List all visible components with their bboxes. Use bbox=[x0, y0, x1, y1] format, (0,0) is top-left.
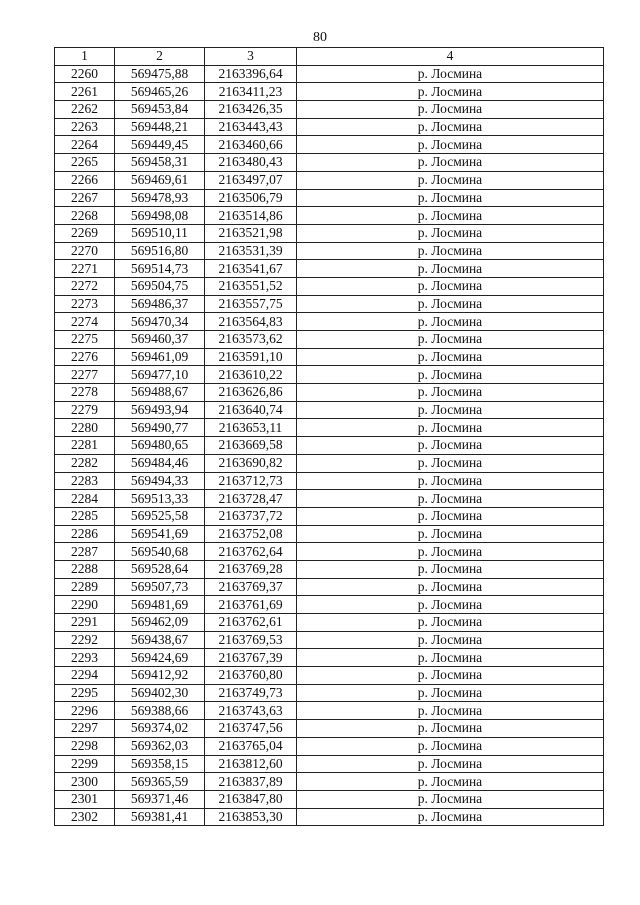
point-number-cell: 2297 bbox=[55, 720, 115, 738]
y-coordinate-cell: 2163690,82 bbox=[205, 454, 297, 472]
table-row bbox=[55, 101, 604, 119]
description-cell: р. Лосмина bbox=[297, 560, 604, 578]
x-coordinate-cell: 569493,94 bbox=[115, 401, 205, 419]
y-coordinate-cell: 2163480,43 bbox=[205, 154, 297, 172]
y-coordinate-cell: 2163712,73 bbox=[205, 472, 297, 490]
description-cell: р. Лосмина bbox=[297, 171, 604, 189]
x-coordinate-cell: 569475,88 bbox=[115, 65, 205, 83]
table-row bbox=[55, 384, 604, 402]
x-coordinate-cell: 569498,08 bbox=[115, 207, 205, 225]
x-coordinate-cell: 569541,69 bbox=[115, 525, 205, 543]
x-coordinate-cell: 569449,45 bbox=[115, 136, 205, 154]
description-cell: р. Лосмина bbox=[297, 773, 604, 791]
point-number-cell: 2279 bbox=[55, 401, 115, 419]
table-row bbox=[55, 737, 604, 755]
x-coordinate-cell: 569513,33 bbox=[115, 490, 205, 508]
x-coordinate-cell: 569525,58 bbox=[115, 507, 205, 525]
x-coordinate-cell: 569465,26 bbox=[115, 83, 205, 101]
x-coordinate-cell: 569453,84 bbox=[115, 101, 205, 119]
y-coordinate-cell: 2163760,80 bbox=[205, 667, 297, 685]
table-row bbox=[55, 295, 604, 313]
x-coordinate-cell: 569480,65 bbox=[115, 437, 205, 455]
table-row bbox=[55, 543, 604, 561]
y-coordinate-cell: 2163610,22 bbox=[205, 366, 297, 384]
table-row bbox=[55, 773, 604, 791]
point-number-cell: 2262 bbox=[55, 101, 115, 119]
description-cell: р. Лосмина bbox=[297, 83, 604, 101]
point-number-cell: 2261 bbox=[55, 83, 115, 101]
description-cell: р. Лосмина bbox=[297, 543, 604, 561]
point-number-cell: 2292 bbox=[55, 631, 115, 649]
y-coordinate-cell: 2163551,52 bbox=[205, 277, 297, 295]
y-coordinate-cell: 2163640,74 bbox=[205, 401, 297, 419]
description-cell: р. Лосмина bbox=[297, 242, 604, 260]
point-number-cell: 2285 bbox=[55, 507, 115, 525]
table-header bbox=[55, 48, 604, 66]
description-cell: р. Лосмина bbox=[297, 224, 604, 242]
table-row bbox=[55, 490, 604, 508]
point-number-cell: 2263 bbox=[55, 118, 115, 136]
table-row bbox=[55, 578, 604, 596]
point-number-cell: 2268 bbox=[55, 207, 115, 225]
table-body bbox=[55, 65, 604, 826]
point-number-cell: 2290 bbox=[55, 596, 115, 614]
point-number-cell: 2302 bbox=[55, 808, 115, 826]
x-coordinate-cell: 569481,69 bbox=[115, 596, 205, 614]
table-row bbox=[55, 790, 604, 808]
y-coordinate-cell: 2163653,11 bbox=[205, 419, 297, 437]
description-cell: р. Лосмина bbox=[297, 313, 604, 331]
table-row bbox=[55, 631, 604, 649]
y-coordinate-cell: 2163769,37 bbox=[205, 578, 297, 596]
description-cell: р. Лосмина bbox=[297, 684, 604, 702]
page-number: 80 bbox=[313, 30, 327, 45]
point-number-cell: 2277 bbox=[55, 366, 115, 384]
y-coordinate-cell: 2163737,72 bbox=[205, 507, 297, 525]
y-coordinate-cell: 2163761,69 bbox=[205, 596, 297, 614]
x-coordinate-cell: 569528,64 bbox=[115, 560, 205, 578]
point-number-cell: 2286 bbox=[55, 525, 115, 543]
point-number-cell: 2273 bbox=[55, 295, 115, 313]
y-coordinate-cell: 2163396,64 bbox=[205, 65, 297, 83]
y-coordinate-cell: 2163767,39 bbox=[205, 649, 297, 667]
y-coordinate-cell: 2163460,66 bbox=[205, 136, 297, 154]
x-coordinate-cell: 569412,92 bbox=[115, 667, 205, 685]
table-row bbox=[55, 242, 604, 260]
x-coordinate-cell: 569490,77 bbox=[115, 419, 205, 437]
point-number-cell: 2278 bbox=[55, 384, 115, 402]
description-cell: р. Лосмина bbox=[297, 631, 604, 649]
table-row bbox=[55, 65, 604, 83]
y-coordinate-cell: 2163743,63 bbox=[205, 702, 297, 720]
x-coordinate-cell: 569424,69 bbox=[115, 649, 205, 667]
y-coordinate-cell: 2163853,30 bbox=[205, 808, 297, 826]
x-coordinate-cell: 569488,67 bbox=[115, 384, 205, 402]
x-coordinate-cell: 569460,37 bbox=[115, 331, 205, 349]
description-cell: р. Лосмина bbox=[297, 154, 604, 172]
table-row bbox=[55, 277, 604, 295]
point-number-cell: 2272 bbox=[55, 277, 115, 295]
point-number-cell: 2294 bbox=[55, 667, 115, 685]
x-coordinate-cell: 569507,73 bbox=[115, 578, 205, 596]
y-coordinate-cell: 2163626,86 bbox=[205, 384, 297, 402]
description-cell: р. Лосмина bbox=[297, 454, 604, 472]
point-number-cell: 2274 bbox=[55, 313, 115, 331]
point-number-cell: 2289 bbox=[55, 578, 115, 596]
x-coordinate-cell: 569484,46 bbox=[115, 454, 205, 472]
x-coordinate-cell: 569362,03 bbox=[115, 737, 205, 755]
table-row bbox=[55, 808, 604, 826]
x-coordinate-cell: 569458,31 bbox=[115, 154, 205, 172]
table-row bbox=[55, 667, 604, 685]
point-number-cell: 2264 bbox=[55, 136, 115, 154]
x-coordinate-cell: 569371,46 bbox=[115, 790, 205, 808]
point-number-cell: 2299 bbox=[55, 755, 115, 773]
description-cell: р. Лосмина bbox=[297, 401, 604, 419]
point-number-cell: 2287 bbox=[55, 543, 115, 561]
x-coordinate-cell: 569469,61 bbox=[115, 171, 205, 189]
table-row bbox=[55, 755, 604, 773]
y-coordinate-cell: 2163769,28 bbox=[205, 560, 297, 578]
x-coordinate-cell: 569461,09 bbox=[115, 348, 205, 366]
point-number-cell: 2281 bbox=[55, 437, 115, 455]
description-cell: р. Лосмина bbox=[297, 331, 604, 349]
y-coordinate-cell: 2163541,67 bbox=[205, 260, 297, 278]
point-number-cell: 2267 bbox=[55, 189, 115, 207]
description-cell: р. Лосмина bbox=[297, 136, 604, 154]
x-coordinate-cell: 569374,02 bbox=[115, 720, 205, 738]
y-coordinate-cell: 2163769,53 bbox=[205, 631, 297, 649]
point-number-cell: 2291 bbox=[55, 614, 115, 632]
description-cell: р. Лосмина bbox=[297, 295, 604, 313]
table-row bbox=[55, 171, 604, 189]
table-row bbox=[55, 366, 604, 384]
table-row bbox=[55, 154, 604, 172]
x-coordinate-cell: 569540,68 bbox=[115, 543, 205, 561]
table-row bbox=[55, 684, 604, 702]
table-row bbox=[55, 649, 604, 667]
y-coordinate-cell: 2163837,89 bbox=[205, 773, 297, 791]
description-cell: р. Лосмина bbox=[297, 419, 604, 437]
x-coordinate-cell: 569514,73 bbox=[115, 260, 205, 278]
point-number-cell: 2269 bbox=[55, 224, 115, 242]
point-number-cell: 2296 bbox=[55, 702, 115, 720]
y-coordinate-cell: 2163521,98 bbox=[205, 224, 297, 242]
description-cell: р. Лосмина bbox=[297, 614, 604, 632]
description-cell: р. Лосмина bbox=[297, 737, 604, 755]
y-coordinate-cell: 2163762,64 bbox=[205, 543, 297, 561]
table-row bbox=[55, 437, 604, 455]
point-number-cell: 2280 bbox=[55, 419, 115, 437]
table-row bbox=[55, 419, 604, 437]
description-cell: р. Лосмина bbox=[297, 65, 604, 83]
point-number-cell: 2293 bbox=[55, 649, 115, 667]
point-number-cell: 2284 bbox=[55, 490, 115, 508]
x-coordinate-cell: 569504,75 bbox=[115, 277, 205, 295]
table-row bbox=[55, 596, 604, 614]
description-cell: р. Лосмина bbox=[297, 366, 604, 384]
y-coordinate-cell: 2163564,83 bbox=[205, 313, 297, 331]
y-coordinate-cell: 2163762,61 bbox=[205, 614, 297, 632]
table-row bbox=[55, 331, 604, 349]
point-number-cell: 2271 bbox=[55, 260, 115, 278]
point-number-cell: 2275 bbox=[55, 331, 115, 349]
description-cell: р. Лосмина bbox=[297, 649, 604, 667]
y-coordinate-cell: 2163411,23 bbox=[205, 83, 297, 101]
table-row bbox=[55, 472, 604, 490]
point-number-cell: 2295 bbox=[55, 684, 115, 702]
point-number-cell: 2298 bbox=[55, 737, 115, 755]
header-row bbox=[55, 48, 604, 66]
y-coordinate-cell: 2163557,75 bbox=[205, 295, 297, 313]
y-coordinate-cell: 2163765,04 bbox=[205, 737, 297, 755]
point-number-cell: 2276 bbox=[55, 348, 115, 366]
table-row bbox=[55, 560, 604, 578]
x-coordinate-cell: 569494,33 bbox=[115, 472, 205, 490]
table-row bbox=[55, 313, 604, 331]
point-number-cell: 2266 bbox=[55, 171, 115, 189]
y-coordinate-cell: 2163669,58 bbox=[205, 437, 297, 455]
point-number-cell: 2282 bbox=[55, 454, 115, 472]
y-coordinate-cell: 2163591,10 bbox=[205, 348, 297, 366]
y-coordinate-cell: 2163847,80 bbox=[205, 790, 297, 808]
x-coordinate-cell: 569438,67 bbox=[115, 631, 205, 649]
x-coordinate-cell: 569402,30 bbox=[115, 684, 205, 702]
point-number-cell: 2270 bbox=[55, 242, 115, 260]
x-coordinate-cell: 569462,09 bbox=[115, 614, 205, 632]
description-cell: р. Лосмина bbox=[297, 808, 604, 826]
description-cell: р. Лосмина bbox=[297, 437, 604, 455]
point-number-cell: 2288 bbox=[55, 560, 115, 578]
description-cell: р. Лосмина bbox=[297, 578, 604, 596]
y-coordinate-cell: 2163443,43 bbox=[205, 118, 297, 136]
y-coordinate-cell: 2163497,07 bbox=[205, 171, 297, 189]
x-coordinate-cell: 569388,66 bbox=[115, 702, 205, 720]
column-header-2: 2 bbox=[115, 48, 205, 66]
point-number-cell: 2260 bbox=[55, 65, 115, 83]
table-row bbox=[55, 189, 604, 207]
x-coordinate-cell: 569478,93 bbox=[115, 189, 205, 207]
y-coordinate-cell: 2163749,73 bbox=[205, 684, 297, 702]
table-row bbox=[55, 525, 604, 543]
x-coordinate-cell: 569477,10 bbox=[115, 366, 205, 384]
point-number-cell: 2301 bbox=[55, 790, 115, 808]
description-cell: р. Лосмина bbox=[297, 755, 604, 773]
y-coordinate-cell: 2163426,35 bbox=[205, 101, 297, 119]
y-coordinate-cell: 2163747,56 bbox=[205, 720, 297, 738]
table-row bbox=[55, 401, 604, 419]
description-cell: р. Лосмина bbox=[297, 348, 604, 366]
table-row bbox=[55, 348, 604, 366]
description-cell: р. Лосмина bbox=[297, 101, 604, 119]
description-cell: р. Лосмина bbox=[297, 507, 604, 525]
table-row bbox=[55, 260, 604, 278]
description-cell: р. Лосмина bbox=[297, 720, 604, 738]
table-row bbox=[55, 702, 604, 720]
point-number-cell: 2283 bbox=[55, 472, 115, 490]
y-coordinate-cell: 2163728,47 bbox=[205, 490, 297, 508]
description-cell: р. Лосмина bbox=[297, 384, 604, 402]
table-row bbox=[55, 207, 604, 225]
description-cell: р. Лосмина bbox=[297, 525, 604, 543]
table-row bbox=[55, 83, 604, 101]
description-cell: р. Лосмина bbox=[297, 277, 604, 295]
column-header-1: 1 bbox=[55, 48, 115, 66]
y-coordinate-cell: 2163812,60 bbox=[205, 755, 297, 773]
table-row bbox=[55, 136, 604, 154]
description-cell: р. Лосмина bbox=[297, 207, 604, 225]
y-coordinate-cell: 2163531,39 bbox=[205, 242, 297, 260]
description-cell: р. Лосмина bbox=[297, 189, 604, 207]
description-cell: р. Лосмина bbox=[297, 118, 604, 136]
x-coordinate-cell: 569516,80 bbox=[115, 242, 205, 260]
description-cell: р. Лосмина bbox=[297, 490, 604, 508]
table-row bbox=[55, 224, 604, 242]
description-cell: р. Лосмина bbox=[297, 472, 604, 490]
x-coordinate-cell: 569470,34 bbox=[115, 313, 205, 331]
x-coordinate-cell: 569358,15 bbox=[115, 755, 205, 773]
table-row bbox=[55, 118, 604, 136]
x-coordinate-cell: 569510,11 bbox=[115, 224, 205, 242]
description-cell: р. Лосмина bbox=[297, 667, 604, 685]
x-coordinate-cell: 569381,41 bbox=[115, 808, 205, 826]
description-cell: р. Лосмина bbox=[297, 260, 604, 278]
table-row bbox=[55, 614, 604, 632]
x-coordinate-cell: 569365,59 bbox=[115, 773, 205, 791]
coordinates-table bbox=[54, 47, 604, 826]
y-coordinate-cell: 2163573,62 bbox=[205, 331, 297, 349]
x-coordinate-cell: 569448,21 bbox=[115, 118, 205, 136]
table-row bbox=[55, 720, 604, 738]
column-header-3: 3 bbox=[205, 48, 297, 66]
table-row bbox=[55, 454, 604, 472]
y-coordinate-cell: 2163514,86 bbox=[205, 207, 297, 225]
description-cell: р. Лосмина bbox=[297, 702, 604, 720]
column-header-4: 4 bbox=[297, 48, 604, 66]
x-coordinate-cell: 569486,37 bbox=[115, 295, 205, 313]
table-row bbox=[55, 507, 604, 525]
description-cell: р. Лосмина bbox=[297, 790, 604, 808]
description-cell: р. Лосмина bbox=[297, 596, 604, 614]
point-number-cell: 2300 bbox=[55, 773, 115, 791]
point-number-cell: 2265 bbox=[55, 154, 115, 172]
y-coordinate-cell: 2163752,08 bbox=[205, 525, 297, 543]
y-coordinate-cell: 2163506,79 bbox=[205, 189, 297, 207]
